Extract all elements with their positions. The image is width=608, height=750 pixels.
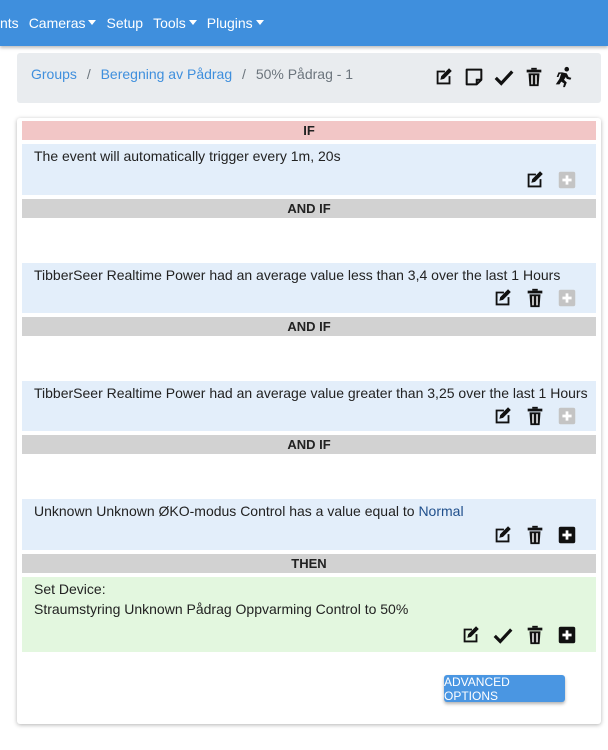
breadcrumb-group-link[interactable]: Beregning av Pådrag — [100, 66, 233, 82]
run-icon[interactable] — [553, 66, 575, 88]
action-type: Set Device: — [34, 581, 106, 597]
plus-icon[interactable] — [556, 524, 578, 546]
breadcrumb-separator: / — [86, 66, 91, 82]
advanced-options-button[interactable]: ADVANCED OPTIONS — [444, 675, 565, 702]
plus-icon — [556, 169, 578, 191]
plus-icon — [556, 287, 578, 309]
condition-text: TibberSeer Realtime Power had an average value less than 3,4 over the last 1 Hours — [34, 267, 561, 283]
and-if-header: AND IF — [22, 317, 596, 336]
edit-icon[interactable] — [492, 405, 514, 427]
trash-icon[interactable] — [524, 524, 546, 546]
trigger-condition — [22, 144, 596, 195]
edit-icon[interactable] — [460, 624, 482, 646]
condition-row — [22, 499, 596, 550]
plus-icon — [556, 405, 578, 427]
check-icon[interactable] — [492, 624, 514, 646]
edit-icon[interactable] — [433, 66, 455, 88]
caret-down-icon — [88, 20, 96, 25]
rule-card — [17, 118, 601, 724]
nav-item-tools[interactable]: Tools — [153, 15, 197, 31]
breadcrumb-separator: / — [242, 66, 246, 82]
caret-down-icon — [256, 20, 264, 25]
nav-item-cameras[interactable]: Cameras — [29, 15, 97, 31]
nav-item-plugins[interactable]: Plugins — [207, 15, 264, 31]
edit-icon[interactable] — [524, 169, 546, 191]
note-icon[interactable] — [463, 66, 485, 88]
trash-icon[interactable] — [524, 287, 546, 309]
nav-item-setup[interactable]: Setup — [106, 15, 144, 31]
top-navbar — [0, 0, 608, 46]
trash-icon[interactable] — [524, 624, 546, 646]
condition-text: Unknown Unknown ØKO-modus Control has a value equal to Normal — [34, 503, 464, 519]
condition-row — [22, 263, 596, 313]
nav-item-events[interactable]: nts — [0, 15, 19, 31]
condition-row — [22, 381, 596, 431]
edit-icon[interactable] — [492, 524, 514, 546]
trigger-text: The event will automatically trigger every 1m, 20s — [34, 148, 341, 164]
caret-down-icon — [189, 20, 197, 25]
breadcrumb-current: 50% Pådrag - 1 — [255, 66, 354, 82]
breadcrumb — [17, 53, 601, 103]
if-header: IF — [22, 121, 596, 140]
check-icon[interactable] — [493, 66, 515, 88]
action-row — [22, 577, 596, 652]
condition-text: TibberSeer Realtime Power had an average value greater than 3,25 over the last 1 Hours — [34, 385, 588, 401]
action-text: Straumstyring Unknown Pådrag Oppvarming Control to 50% — [34, 601, 409, 617]
condition-value: Normal — [418, 503, 464, 519]
edit-icon[interactable] — [492, 287, 514, 309]
and-if-header: AND IF — [22, 199, 596, 218]
breadcrumb-groups-link[interactable]: Groups — [31, 66, 77, 82]
trash-icon[interactable] — [523, 66, 545, 88]
trash-icon[interactable] — [524, 405, 546, 427]
then-header: THEN — [22, 554, 596, 573]
plus-icon[interactable] — [556, 624, 578, 646]
and-if-header: AND IF — [22, 435, 596, 454]
